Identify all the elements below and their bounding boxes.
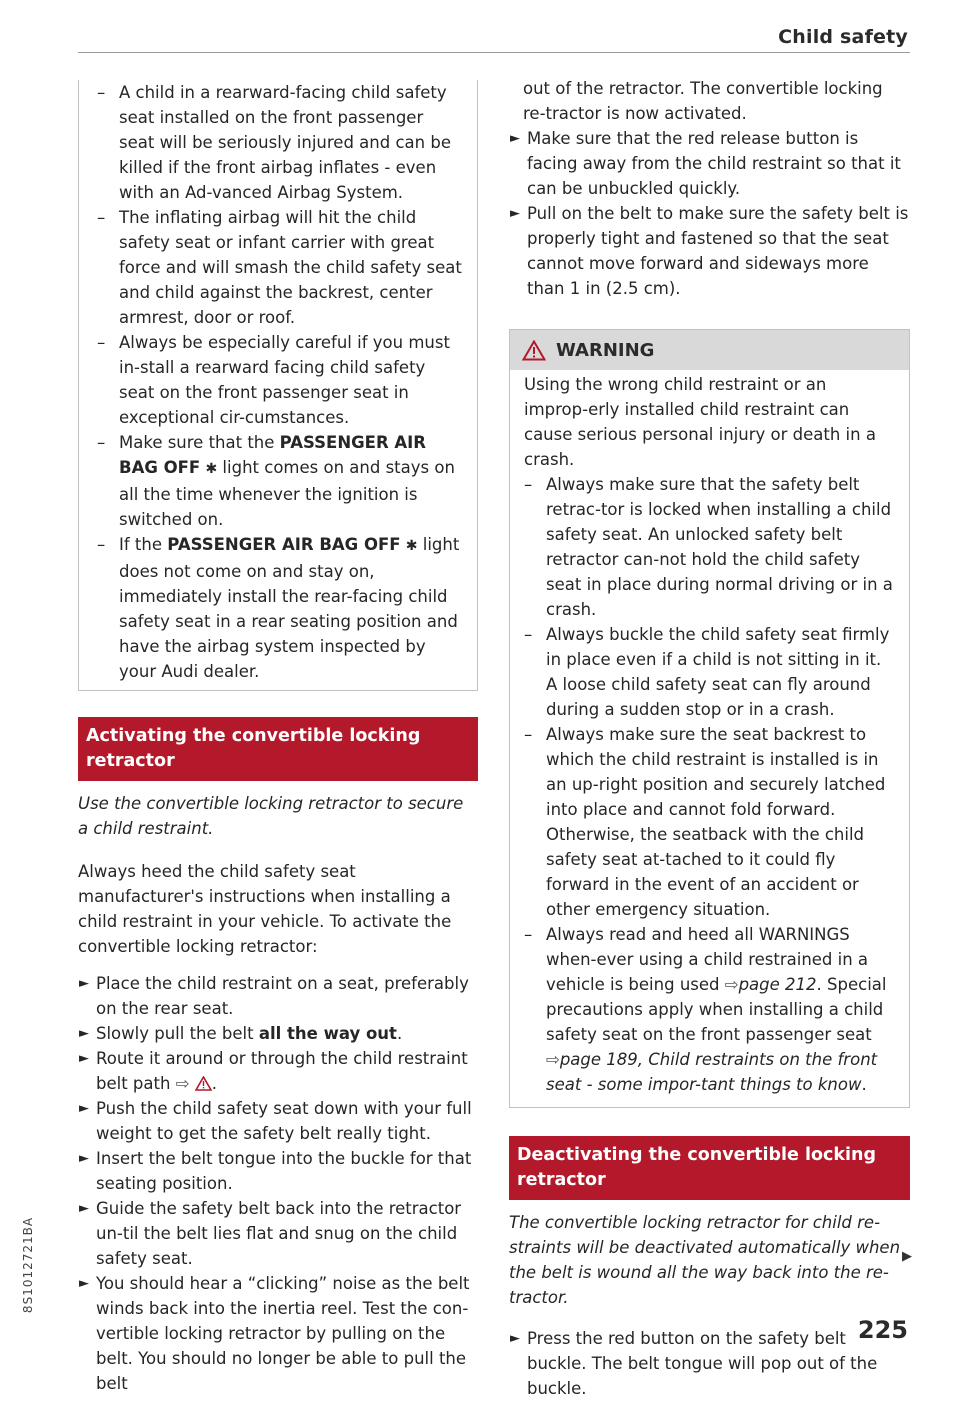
warning-item: – Always make sure the seat backrest to which the child restraint is installed is in an up-right position and securely latched into place and cannot fold forward. Otherwise, the seatback with the child safety seat at-tached to it could fly forward in the event of an accident or other emergency situation.: [524, 725, 886, 919]
airbag-off-icon: ✱: [205, 461, 218, 477]
step-item: ► Make sure that the red release button is facing away from the child restraint so that it can be unbuckled quickly.: [510, 129, 901, 198]
warning-intro: Using the wrong child restraint or an improp-erly installed child restraint can cause serious personal injury or death in a crash.: [524, 375, 876, 469]
warning-triangle-icon: [522, 340, 546, 361]
page-link[interactable]: ⇨page 212: [724, 975, 817, 994]
warning-box: [509, 329, 910, 1108]
warning-item: – A child in a rearward-facing child safety seat installed on the front passenger seat will be seriously injured and can be killed if the front airbag inflates - even with an Ad-vanced Airbag System.: [97, 83, 451, 202]
step-item: ► Guide the safety belt back into the retractor un-til the belt lies flat and snug on the child safety seat.: [79, 1199, 462, 1268]
step-item: ► Route it around or through the child restraint belt path ⇨ .: [79, 1049, 468, 1093]
warning-triangle-icon: [195, 1076, 212, 1091]
step-item: ► You should hear a “clicking” noise as the belt winds back into the inertia reel. Test the con-vertible locking retractor by pulling on the belt. You should no longer be able to pull the belt: [79, 1274, 470, 1393]
section-heading-deactivating: Deactivating the convertible locking retractor: [509, 1136, 910, 1200]
right-column: [509, 76, 910, 1401]
airbag-off-icon: ✱: [405, 538, 418, 554]
step-item: ► Place the child restraint on a seat, preferably on the rear seat.: [79, 974, 469, 1018]
warning-label: WARNING: [556, 339, 655, 361]
header-rule: [78, 52, 910, 53]
step-item: ► Pull on the belt to make sure the safety belt is properly tight and fastened so that the seat cannot move forward and sideways more than 1 in (2.5 cm).: [510, 204, 909, 298]
page-number: 225: [857, 1316, 908, 1344]
page-link[interactable]: ⇨page 189, Child restraints on the front seat - some impor-tant things to know: [546, 1050, 878, 1094]
section-heading-activating: Activating the convertible locking retractor: [78, 717, 478, 781]
continue-arrow-icon: ▶: [902, 1249, 912, 1264]
warning-item: – Make sure that the PASSENGER AIR BAG OFF ✱ light comes on and stays on all the time whenever the ignition is switched on.: [97, 433, 455, 529]
warning-item: – If the PASSENGER AIR BAG OFF ✱ light does not come on and stay on, immediately install the rear-facing child safety seat in a rear seating position and have the airbag system inspected by your Audi dealer.: [97, 535, 460, 681]
step-item: ► Insert the belt tongue into the buckle for that seating position.: [79, 1149, 472, 1193]
warning-item: – Always buckle the child safety seat firmly in place even if a child is not sitting in it. A loose child safety seat can fly around during a sudden stop or in a crash.: [524, 625, 890, 719]
section-intro: Use the convertible locking retractor to secure a child restraint.: [78, 794, 464, 838]
section-intro: The convertible locking retractor for child re-straints will be deactivated automatically when the belt is wound all the way back into the re-tractor.: [509, 1213, 901, 1307]
warning-body: [510, 370, 909, 1107]
warning-item: – Always make sure that the safety belt retrac-tor is locked when installing a child safety seat. An unlocked safety belt retractor can-not hold the child safety seat in place during normal driving or in a crash.: [524, 475, 893, 619]
warning-item: – Always be especially careful if you must in-stall a rearward facing child safety seat on the front passenger seat in exceptional cir-cumstances.: [97, 333, 450, 427]
step-item: ► Push the child safety seat down with your full weight to get the safety belt really tight.: [79, 1099, 472, 1143]
section-body: Always heed the child safety seat manufacturer's instructions when installing a child restraint in your vehicle. To activate the convertible locking retractor:: [78, 862, 452, 956]
step-item: ► Press the red button on the safety belt buckle. The belt tongue will pop out of the buckle.: [510, 1329, 878, 1398]
document-code: 8S1012721BA: [21, 1216, 35, 1314]
warning-item: – The inflating airbag will hit the child safety seat or infant carrier with great force and will smash the child safety seat and child against the backrest, center armrest, door or roof.: [97, 208, 462, 327]
left-column: [78, 80, 478, 1396]
warning-header: [510, 330, 909, 370]
warning-continuation-box: [78, 80, 478, 691]
step-continuation: out of the retractor. The convertible locking re-tractor is now activated.: [523, 79, 883, 123]
page-header-title: Child safety: [778, 26, 908, 48]
step-item: ► Slowly pull the belt all the way out.: [79, 1024, 403, 1043]
warning-item: – Always read and heed all WARNINGS when-ever using a child restrained in a vehicle is being used ⇨page 212. Special precautions apply when installing a child safety seat on the front passenger seat ⇨page 189, Child restraints on the front seat - some impor-tant things to know.: [524, 925, 887, 1094]
